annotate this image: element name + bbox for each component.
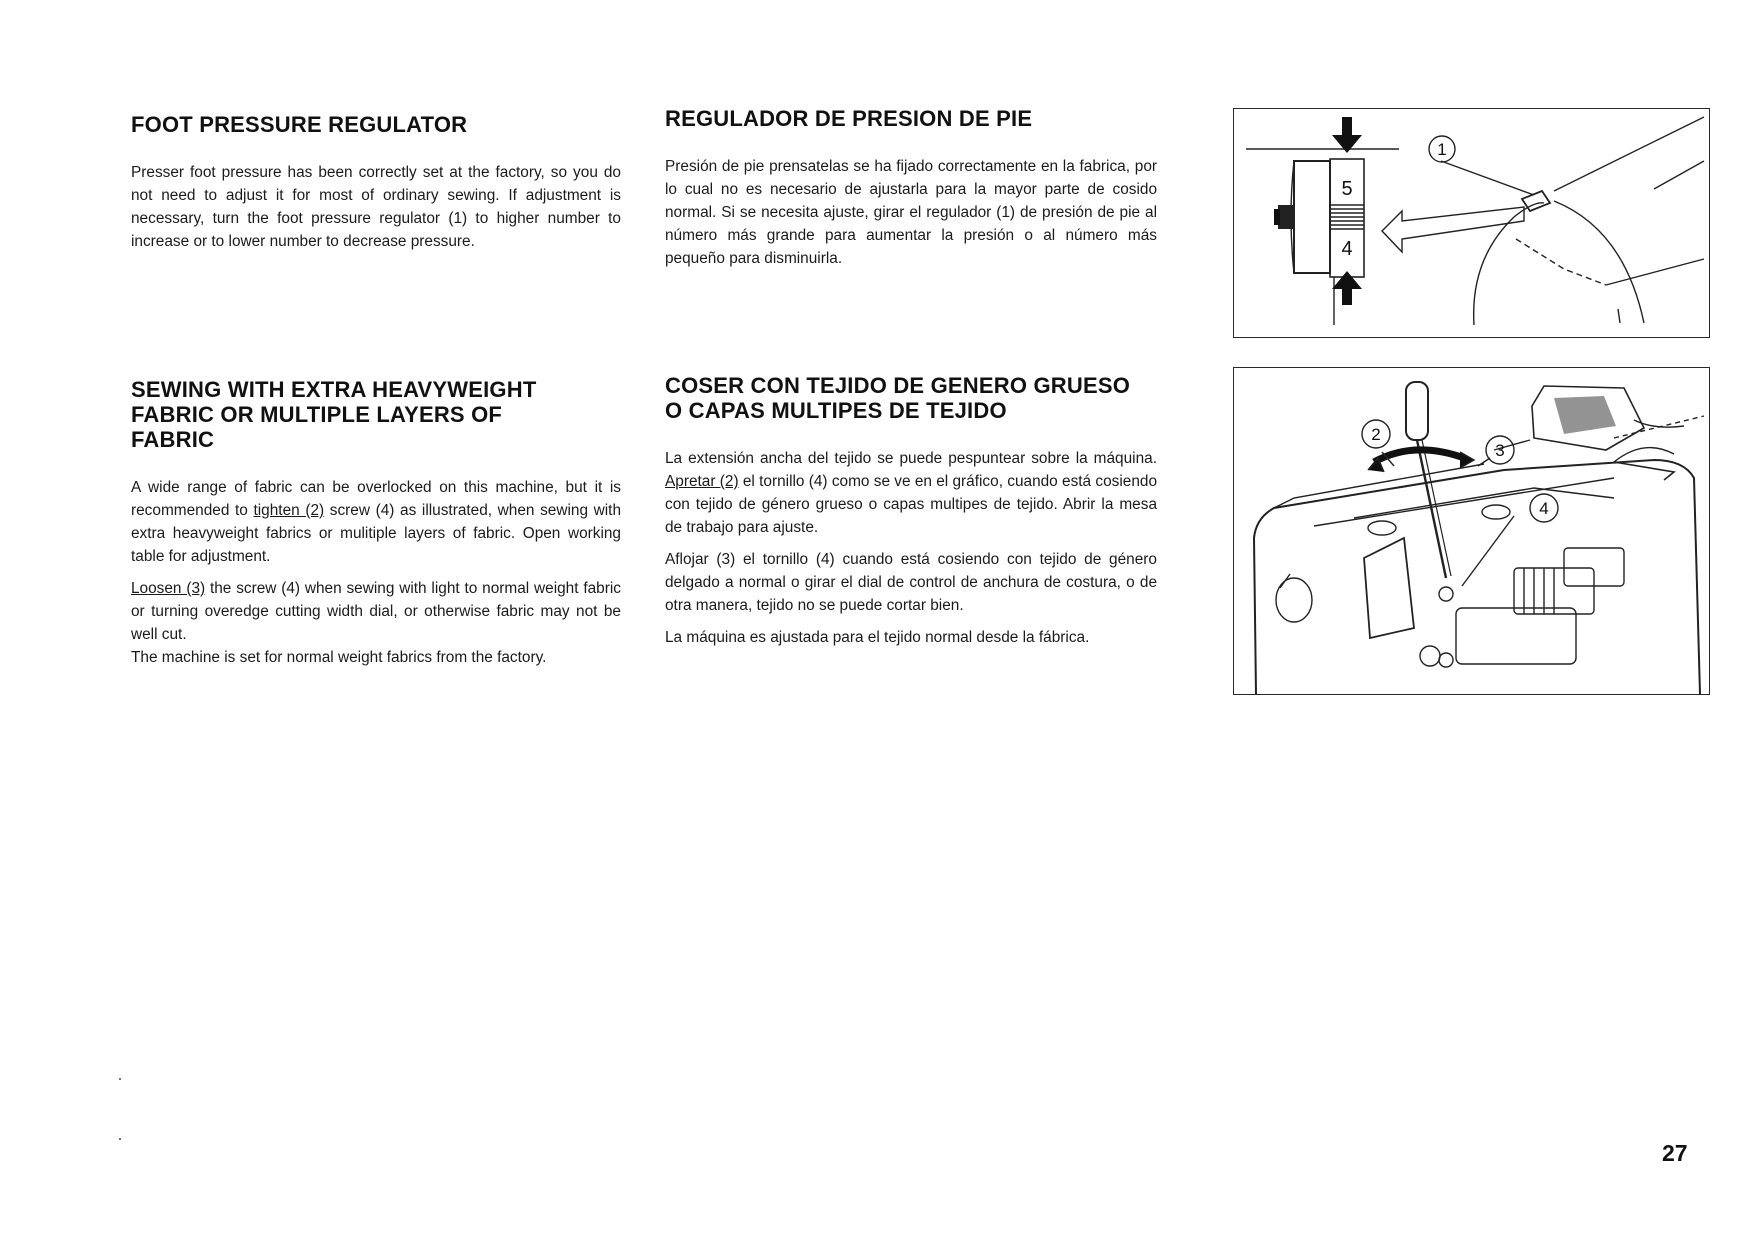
section-title: FOOT PRESSURE REGULATOR	[131, 112, 468, 137]
section-body: La máquina es ajustada para el tejido normal desde la fábrica.	[665, 629, 1090, 646]
section-title: COSER CON TEJIDO DE GENERO GRUESO O CAPAS MULTIPES DE TEJIDO	[665, 373, 1131, 423]
scan-speck	[119, 1078, 121, 1080]
callout-2: 2	[1371, 425, 1381, 444]
page-number: 27	[1662, 1140, 1688, 1166]
section-body: Presión de pie prensatelas se ha fijado correctamente en la fabrica, por lo cual no es necesario de ajustarla para la mayor parte de cosido normal. Si se necesita ajuste, girar el regulador (1) de presión de pie al número más grande para aumentar la presión o al número más pequeño para disminuirla.	[665, 158, 1157, 267]
scan-speck	[119, 1138, 121, 1140]
section-title: SEWING WITH EXTRA HEAVYWEIGHT FABRIC OR MULTIPLE LAYERS OF FABRIC	[131, 377, 537, 452]
section-body: Presser foot pressure has been correctly set at the factory, so you do not need to adjust it for most of ordinary sewing. If adjustment is necessary, turn the foot pressure regulator (1) to higher number to increase or to lower number to decrease pressure.	[131, 164, 621, 250]
regulator-figure	[1233, 108, 1710, 338]
regulator-illustration	[1234, 109, 1709, 337]
section-body: Loosen (3) the screw (4) when sewing with light to normal weight fabric or turning overedge cutting width dial, or otherwise fabric may not be well cut.	[131, 580, 621, 643]
loosen-callout: Loosen (3)	[131, 580, 206, 597]
section-body: Aflojar (3) el tornillo (4) cuando está cosiendo con tejido de género delgado a normal o girar el dial de control de anchura de costura, o de otra manera, tejido no se puede cortar bien.	[665, 551, 1157, 614]
section-body: A wide range of fabric can be overlocked on this machine, but it is recommended to tighten (2) screw (4) as illustrated, when sewing with extra heavyweight fabrics or mulitiple layers of fabric. Open working table for adjustment.	[131, 479, 622, 565]
callout-4: 4	[1539, 499, 1549, 518]
dial-number-high: 5	[1341, 178, 1353, 200]
screw-figure	[1233, 367, 1710, 695]
callout-3: 3	[1495, 441, 1505, 460]
callout-1: 1	[1437, 140, 1447, 159]
foot-pressure-en-section	[131, 112, 621, 253]
dial-number-low: 4	[1341, 238, 1353, 260]
foot-pressure-es-section	[665, 106, 1157, 270]
tighten-callout: tighten (2)	[253, 502, 325, 519]
heavy-fabric-en-section	[131, 377, 621, 669]
apretar-callout: Apretar (2)	[665, 473, 739, 490]
section-body: The machine is set for normal weight fabrics from the factory.	[131, 649, 547, 666]
screw-illustration	[1234, 368, 1709, 694]
section-title: REGULADOR DE PRESION DE PIE	[665, 106, 1033, 131]
heavy-fabric-es-section	[665, 373, 1157, 649]
section-body: La extensión ancha del tejido se puede pespuntear sobre la máquina. Apretar (2) el tornillo (4) como se ve en el gráfico, cuando está cosiendo con tejido de género grueso o capas multipes de tejido. Abrir la mesa de trabajo para ajuste.	[665, 450, 1158, 536]
